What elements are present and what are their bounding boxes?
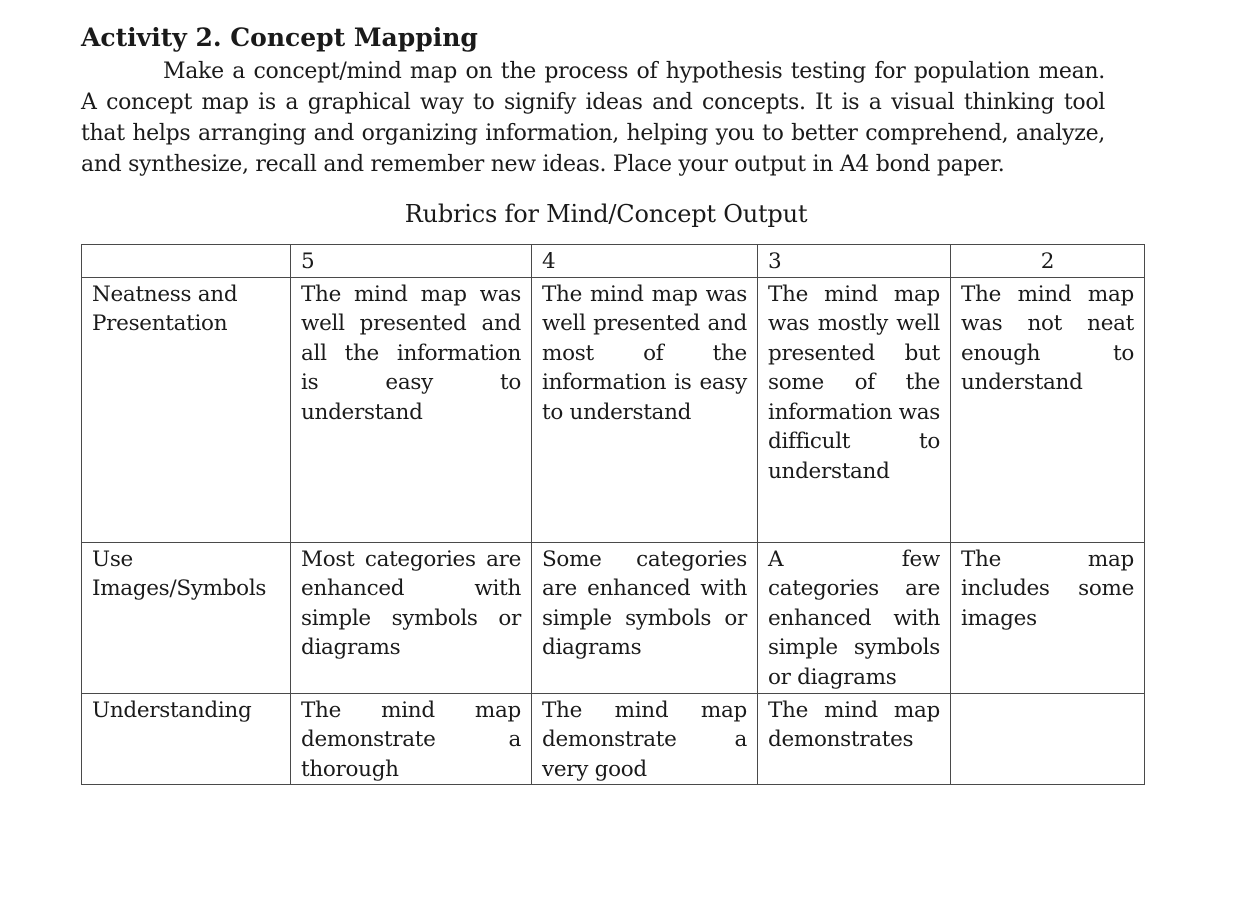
- rubric-title: Rubrics for Mind/Concept Output: [404, 200, 808, 228]
- level-2-cell: The mind map was not neat enough to understand: [951, 277, 1145, 542]
- level-2-cell: [951, 693, 1145, 785]
- level-5-cell: The mind map was well presented and all the information is easy to understand: [291, 277, 532, 542]
- activity-title: Activity 2. Concept Mapping: [81, 23, 478, 52]
- criterion-cell: Understanding: [82, 693, 291, 785]
- level-5-cell: The mind map demonstrate a thorough: [291, 693, 532, 785]
- activity-instructions: Make a concept/mind map on the process of hypothesis testing for population mean. A concept map is a graphical way to signify ideas and concepts. It is a visual thinking tool that helps arranging and organizing information, helping you to better comprehend, analyze, and synthesize, recall and remember new ideas. Place your output in A4 bond paper.: [81, 59, 1105, 177]
- level-2-cell: The map includes some images: [951, 542, 1145, 693]
- rubric-header-row: [82, 245, 1145, 278]
- rubric-header-score-3: 3: [758, 245, 951, 278]
- rubric-header-criterion: [82, 245, 291, 278]
- level-4-cell: The mind map was well presented and most of the information is easy to understand: [532, 277, 758, 542]
- rubric-row-understanding: [82, 693, 1145, 785]
- rubric-row-images: [82, 542, 1145, 693]
- rubric-header-score-5: 5: [291, 245, 532, 278]
- level-4-cell: The mind map demonstrate a very good: [532, 693, 758, 785]
- rubric-table: [81, 244, 1145, 785]
- criterion-cell: Use Images/Symbols: [82, 542, 291, 693]
- level-3-cell: The mind map demonstrates: [758, 693, 951, 785]
- activity-page: [81, 20, 1145, 785]
- level-3-cell: A few categories are enhanced with simple symbols or diagrams: [758, 542, 951, 693]
- rubric-row-neatness: [82, 277, 1145, 542]
- rubric-header-score-2: 2: [951, 245, 1145, 278]
- level-4-cell: Some categories are enhanced with simple symbols or diagrams: [532, 542, 758, 693]
- level-3-cell: The mind map was mostly well presented but some of the information was difficult to understand: [758, 277, 951, 542]
- criterion-cell: Neatness and Presentation: [82, 277, 291, 542]
- rubric-header-score-4: 4: [532, 245, 758, 278]
- level-5-cell: Most categories are enhanced with simple symbols or diagrams: [291, 542, 532, 693]
